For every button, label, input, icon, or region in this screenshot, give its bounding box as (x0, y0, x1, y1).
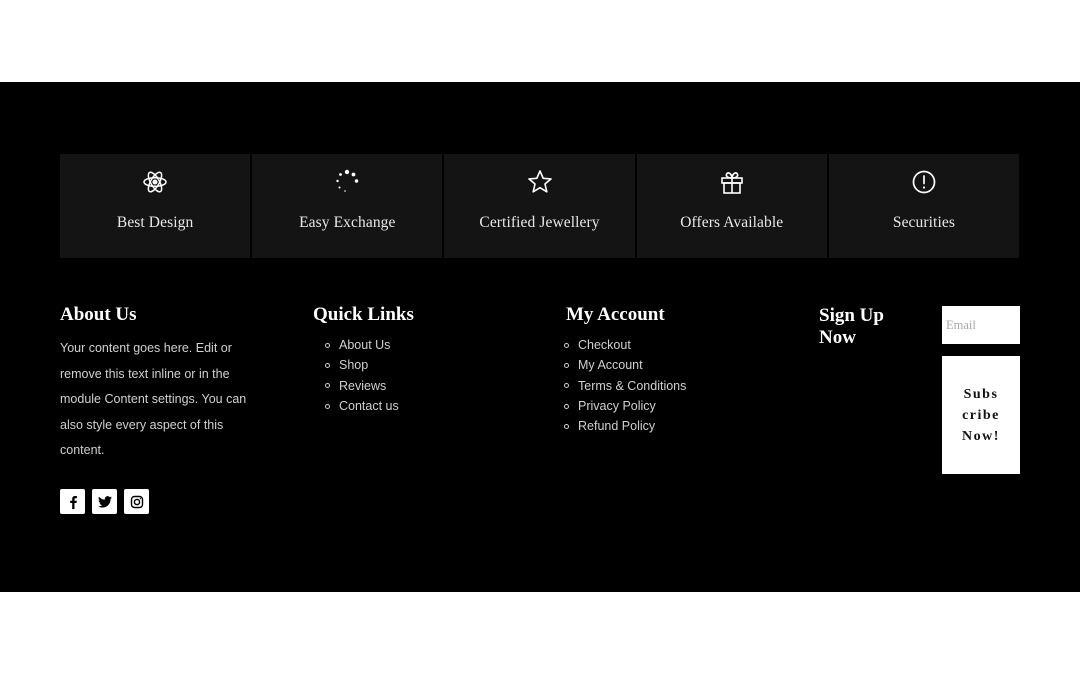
list-item[interactable] (564, 416, 686, 436)
my-account-list (564, 335, 686, 436)
quick-link-reviews[interactable]: Reviews (339, 378, 387, 393)
feature-easy-exchange (252, 154, 442, 258)
twitter-link[interactable] (92, 489, 117, 514)
list-item[interactable] (325, 335, 399, 355)
loading-spinner-icon (333, 168, 361, 196)
list-item[interactable] (564, 396, 686, 416)
email-input[interactable] (942, 306, 1020, 344)
account-link-refund[interactable]: Refund Policy (578, 419, 656, 434)
feature-label: Securities (892, 214, 955, 231)
my-account-title: My Account (566, 304, 665, 325)
list-item[interactable] (564, 376, 686, 396)
feature-securities (829, 154, 1019, 258)
quick-links-title: Quick Links (313, 304, 414, 325)
quick-links-list (325, 335, 399, 416)
about-title: About Us (60, 304, 137, 325)
account-link-checkout[interactable]: Checkout (578, 338, 631, 352)
list-item[interactable] (325, 376, 399, 396)
list-item[interactable] (564, 355, 686, 375)
gift-icon (718, 168, 746, 196)
account-link-privacy[interactable]: Privacy Policy (578, 398, 656, 413)
feature-best-design (60, 154, 250, 258)
instagram-link[interactable] (124, 489, 149, 514)
feature-label: Easy Exchange (299, 214, 396, 231)
feature-label: Offers Available (680, 214, 784, 231)
features-bar (60, 154, 1019, 258)
quick-link-about-us[interactable]: About Us (339, 338, 391, 352)
list-item[interactable] (564, 335, 686, 355)
subscribe-button[interactable]: Subscribe Now! (942, 356, 1020, 474)
signup-title: Sign Up Now (819, 305, 884, 348)
feature-label: Certified Jewellery (479, 214, 600, 231)
feature-certified-jewellery (444, 154, 634, 258)
instagram-icon (130, 495, 144, 509)
social-links (60, 489, 149, 514)
quick-link-shop[interactable]: Shop (339, 358, 369, 373)
quick-link-contact-us[interactable]: Contact us (339, 398, 399, 413)
list-item[interactable] (325, 355, 399, 375)
account-link-my-account[interactable]: My Account (578, 358, 643, 373)
feature-label: Best Design (116, 214, 194, 231)
site-footer (0, 82, 1080, 592)
list-item[interactable] (325, 396, 399, 416)
facebook-link[interactable] (60, 489, 85, 514)
facebook-icon (67, 495, 79, 509)
atom-icon (141, 168, 169, 196)
alert-shield-icon (910, 168, 938, 196)
feature-offers-available (637, 154, 827, 258)
twitter-icon (98, 496, 112, 508)
about-text: Your content goes here. Edit or remove this text inline or in the module Content settings. You can also style every aspect of this content. (60, 341, 247, 457)
account-link-terms[interactable]: Terms & Conditions (578, 378, 687, 393)
star-icon (526, 168, 554, 196)
